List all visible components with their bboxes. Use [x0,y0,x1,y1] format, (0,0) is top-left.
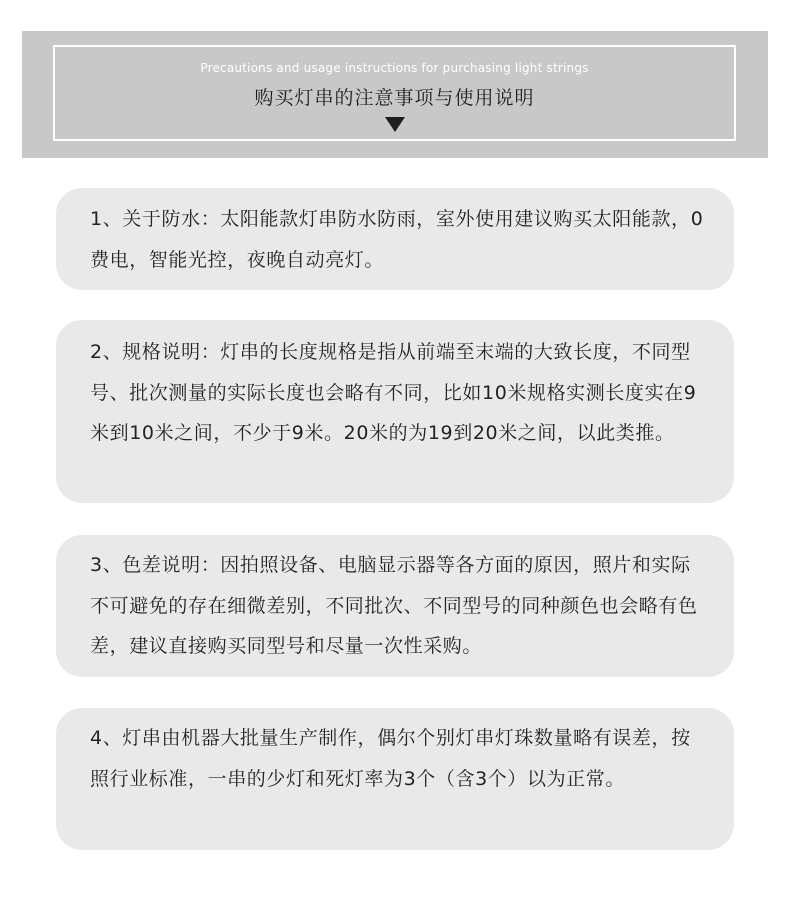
note-card-color-difference [56,535,734,677]
header-title: 购买灯串的注意事项与使用说明 [254,87,535,109]
note-text: 3、色差说明：因拍照设备、电脑显示器等各方面的原因，照片和实际不可避免的存在细微差别，不同批次、不同型号的同种颜色也会略有色差，建议直接购买同型号和尽量一次性采购。 [90,554,698,657]
note-text: 4、灯串由机器大批量生产制作，偶尔个别灯串灯珠数量略有误差，按照行业标准，一串的少灯和死灯率为3个（含3个）以为正常。 [90,727,691,790]
note-text: 2、规格说明：灯串的长度规格是指从前端至末端的大致长度，不同型号、批次测量的实际长度也会略有不同，比如10米规格实测长度实在9米到10米之间，不少于9米。20米的为19到20米之间，以此类推。 [90,341,697,444]
note-card-waterproof [56,188,734,290]
header-frame [53,45,736,141]
down-arrow-icon [385,117,405,132]
note-card-bead-count [56,708,734,850]
header-banner [22,31,768,158]
header-subtitle: Precautions and usage instructions for purchasing light strings [200,61,589,75]
note-text: 1、关于防水：太阳能款灯串防水防雨，室外使用建议购买太阳能款，0费电，智能光控，夜晚自动亮灯。 [90,208,704,271]
note-card-specifications [56,320,734,503]
